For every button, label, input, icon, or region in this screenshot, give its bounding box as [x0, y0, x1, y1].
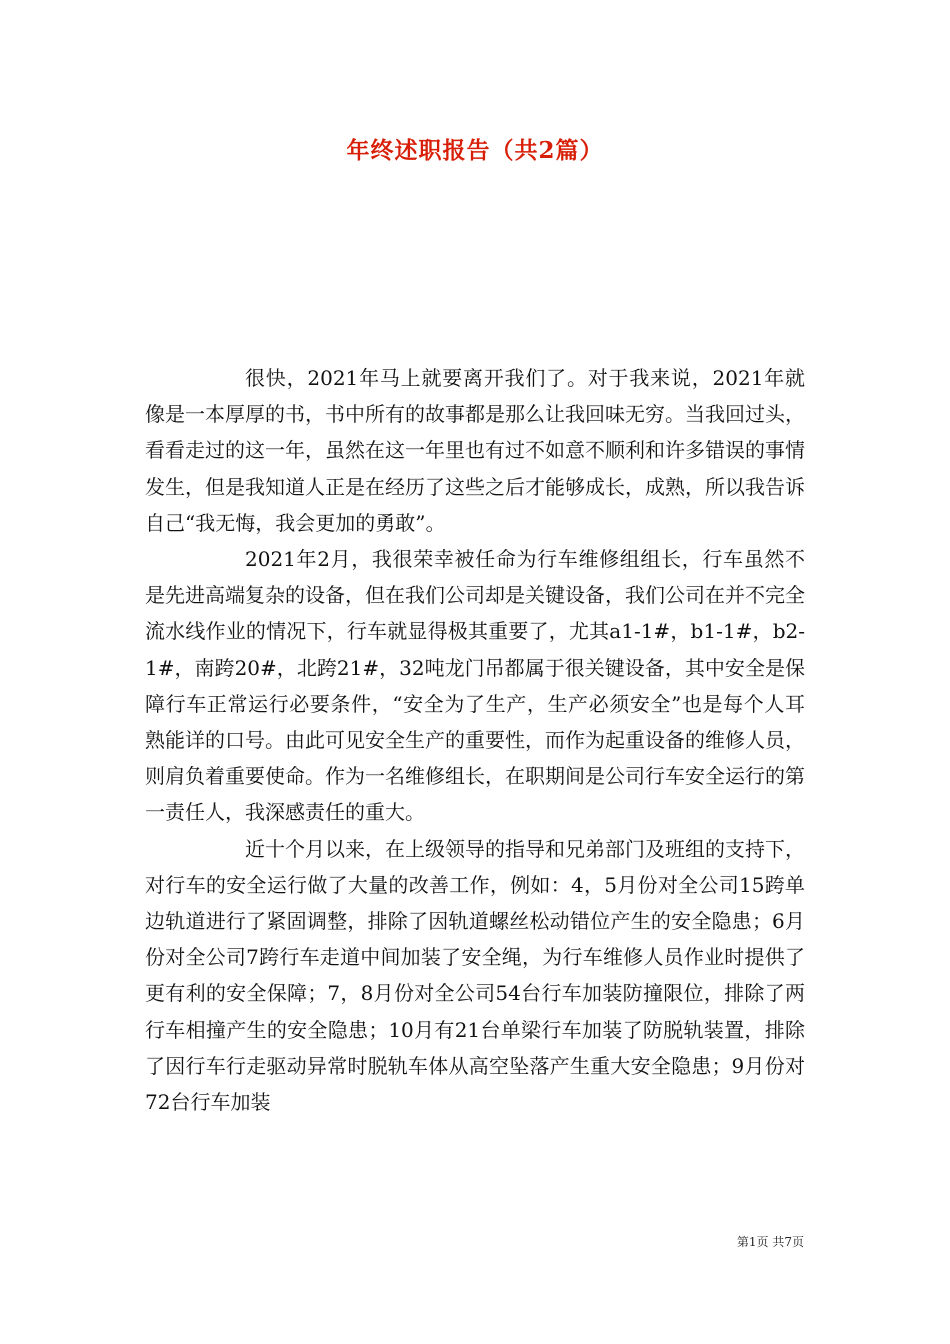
paragraph-1: 很快，2021年马上就要离开我们了。对于我来说，2021年就像是一本厚厚的书，书中所有的故事都是那么让我回味无穷。当我回过头，看看走过的这一年，虽然在这一年里也有过不如意不顺利和许多错误的事情发生，但是我知道人正是在经历了这些之后才能够成长，成熟，所以我告诉自己“我无悔，我会更加的勇敢”。: [145, 366, 805, 535]
page-number-footer: 第1页 共7页: [736, 1235, 804, 1249]
paragraph-2: 2021年2月，我很荣幸被任命为行车维修组组长，行车虽然不是先进高端复杂的设备，但在我们公司却是关键设备，我们公司在并不完全流水线作业的情况下，行车就显得极其重要了，尤其a1-1#，b1-1#，b2-1#，南跨20#，北跨21#，32吨龙门吊都属于很关键设备，其中安全是保障行车正常运行必要条件，“安全为了生产，生产必须安全”也是每个人耳熟能详的口号。由此可见安全生产的重要性，而作为起重设备的维修人员，则肩负着重要使命。作为一名维修组长，在职期间是公司行车安全运行的第一责任人，我深感责任的重大。: [145, 547, 805, 825]
document-body: [145, 360, 805, 1120]
paragraph-3: 近十个月以来，在上级领导的指导和兄弟部门及班组的支持下，对行车的安全运行做了大量的改善工作，例如：4，5月份对全公司15跨单边轨道进行了紧固调整，排除了因轨道螺丝松动错位产生的安全隐患；6月份对全公司7跨行车走道中间加装了安全绳，为行车维修人员作业时提供了更有利的安全保障；7，8月份对全公司54台行车加装防撞限位，排除了两行车相撞产生的安全隐患；10月有21台单梁行车加装了防脱轨装置，排除了因行车行走驱动异常时脱轨车体从高空坠落产生重大安全隐患；9月份对72台行车加装: [145, 836, 805, 1115]
document-title: 年终述职报告（共2篇）: [346, 137, 604, 164]
